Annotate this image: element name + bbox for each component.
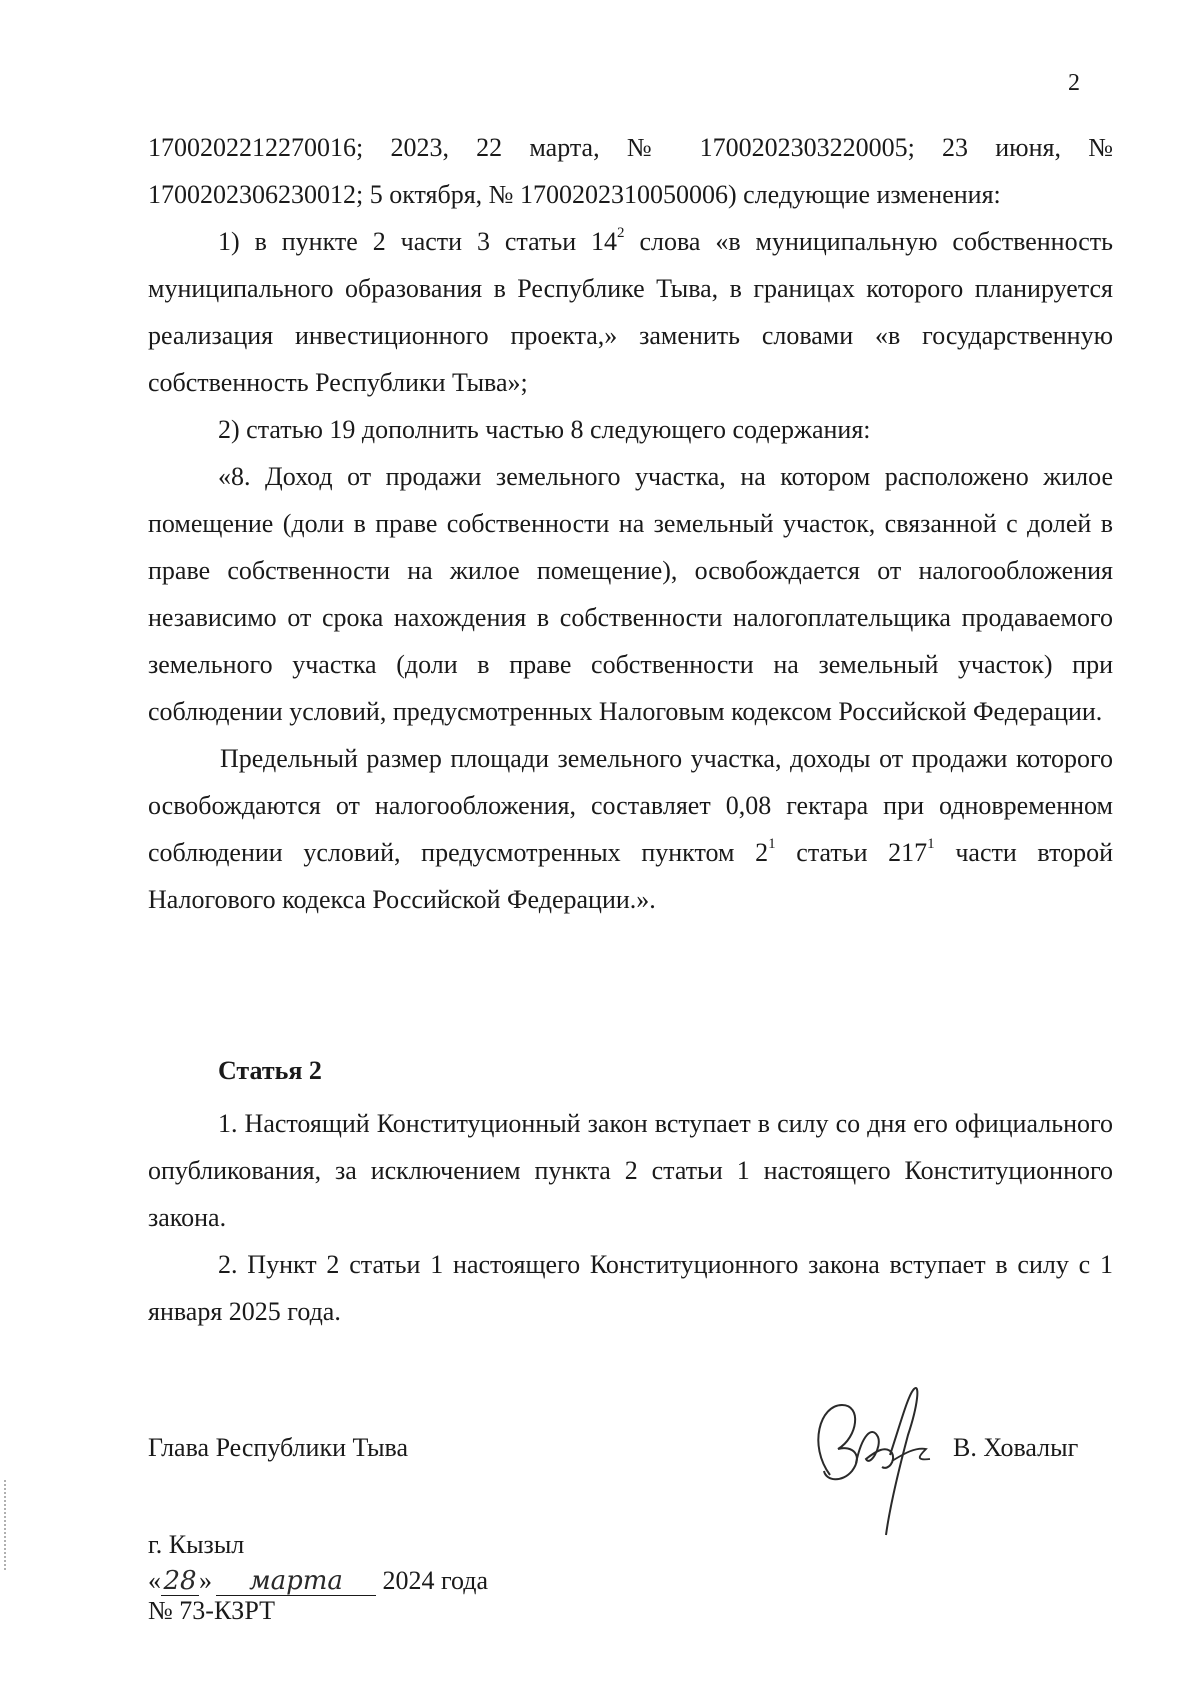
date-year: 2024 года: [382, 1566, 489, 1595]
signing-date: «28» марта 2024 года: [148, 1566, 489, 1596]
law-body: [148, 124, 1113, 923]
new-part-8-text: «8. Доход от продажи земельного участка, на котором расположено жилое помещение (доли в праве собственности на земельный участок, связанной с долей в праве собственности на жилое помещение), освобождается от налогообложения независимо от срока нахождения в собственности налогоплательщика продаваемого земельного участка (доли в праве собственности на земельный участок) при соблюдении условий, предусмотренных Налоговым кодексом Российской Федерации.: [148, 462, 1113, 726]
article-heading: Статья 2: [218, 1056, 322, 1085]
amendment-item-1: 1) в пункте 2 части 3 статьи $14^2$ слова «в муниципальную собственность муниципального образования в Республике Тыва, в границах которого планируется реализация инвестиционного проекта,» заменить словами «в государственную собственность Республики Тыва»;: [148, 225, 1113, 397]
article-2-point-1: 1. Настоящий Конституционный закон вступает в силу со дня его официального опубликования, за исключением пункта 2 статьи 1 настоящего Конституционного закона.: [148, 1109, 1113, 1232]
article-2-body: [148, 1100, 1113, 1335]
date-day: 28: [161, 1567, 199, 1596]
document-number: № 73-КЗРТ: [148, 1596, 275, 1625]
city: г. Кызыл: [148, 1530, 245, 1559]
signatory-title: Глава Республики Тыва: [148, 1433, 409, 1462]
date-month: марта: [216, 1567, 376, 1596]
scan-margin-marks: [4, 1480, 8, 1570]
signatory-name: В. Ховалыг: [953, 1433, 1079, 1462]
signature: [790, 1375, 940, 1545]
land-area-limit-text: Предельный размер площади земельного участка, доходы от продажи которого освобождаются от налогообложения, составляет 0,08 гектара при одновременном соблюдении условий, предусмотренных пунктом $2^1$ статьи $217^1$ части второй Налогового кодекса Российской Федерации.».: [148, 744, 1113, 914]
page-number: 2: [1068, 70, 1080, 96]
article-2-point-2: 2. Пункт 2 статьи 1 настоящего Конституционного закона вступает в силу с 1 января 2025 года.: [148, 1250, 1113, 1326]
amendment-intro-continuation: 1700202212270016; 2023, 22 марта, № 1700202303220005; 23 июня, № 1700202306230012; 5 октября, № 1700202310050006) следующие изменения:: [148, 133, 1113, 209]
amendment-item-2: 2) статью 19 дополнить частью 8 следующего содержания:: [218, 415, 871, 444]
